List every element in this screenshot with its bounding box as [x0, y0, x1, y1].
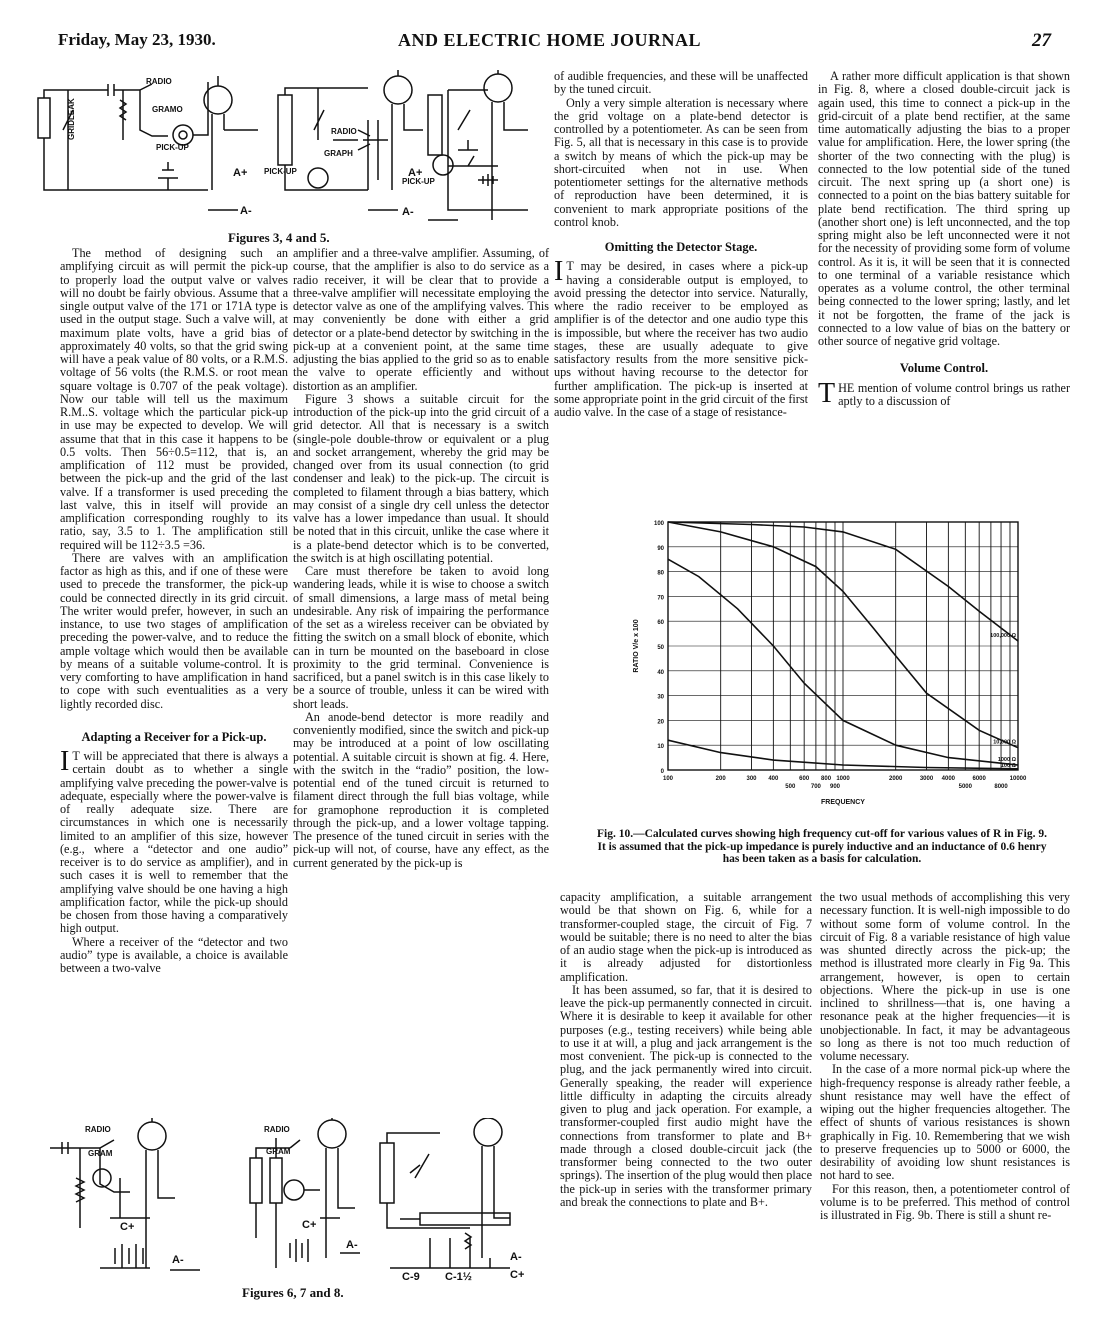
col1-paragraph-1: The method of designing such an amplifying circuit as will permit the pick-up to properly load the output valve or valves will no doubt be fairly obvious. Assume that a single output valve of the 171 or 171A type is used in the output stage. Such a valve will, at maximum plate volts, have a grid bias of approximately 40 volts, so that the grid swing will have a peak value of 80 volts, or a R.M.S. voltage of 56 volts (the R.M.S. or root mean square voltage is 0.707 of the peak voltage). Now our table will tell us the maximum R.M..S. voltage which the particular pick-up in use may be expected to develop. We will assume that that in this case it happens to be 0.5 volts. Then 56÷0.5=112, that is, an amplification of 112 must be provided, between the pick-up and the grid of the last valve. If a transformer is used preceding the last valve, this in itself will provide an amplification corresponding roughly to its ratio, say, 3.5 to 1. The amplification still required will be 112÷3.5 =36.	[60, 246, 288, 552]
fig5-label-pickup: PICK-UP	[402, 177, 435, 186]
dropcap-i: I	[60, 746, 70, 777]
fig4-label-a-plus: A+	[408, 167, 423, 179]
chart-series-label: 100,000 Ω	[990, 633, 1016, 640]
chart-x-tick-label: 2000	[889, 776, 903, 782]
figures-3-4-5-diagram	[28, 70, 553, 232]
chart-x-tick-label: 800	[821, 776, 832, 782]
col1-paragraph-3: T will be appreciated that there is always a certain doubt as to whether a single amplifying valve preceding the power-valve is adequate, especially where the power-valve is of really adequate size. There are circumstances in which one is necessarily limited to an amplifier of this size, however (e.g., where a “detector and one audio” receiver is to do service as amplifier), and in such cases it is well to remember that the amplifying valve should be one having a high amplification factor, while the pick-up should be chosen from those having a comparatively high output.	[60, 749, 288, 936]
fig7-label-c-plus: C+	[302, 1219, 317, 1231]
col6-paragraph-3: For this reason, then, a potentiometer control of volume is to be preferred. This method of control is illustrated in Fig. 9b. There is still a shunt re-	[820, 1181, 1070, 1222]
article-column-1	[60, 247, 288, 975]
article-column-5	[560, 891, 812, 1209]
fig3-label-pickup: PICK-UP	[156, 143, 189, 152]
col6-paragraph-1: the two usual methods of accomplishing this very necessary function. It is well-nigh impossible to do without some form of volume control. In the circuit of Fig. 8 a variable resistance of high value was shunted directly across the pick-up; the method is illustrated more clearly in Fig 9a. This arrangement, however, is open to certain objections. Where the pick-up in use is one inclined to shrillness—that is, one having a resonance peak at the higher frequencies—it is unobjectionable. In fact, it may be advantageous so long as there is not too much reduction of volume necessary.	[820, 890, 1070, 1063]
fig8-label-c-plus: C+	[510, 1269, 525, 1281]
figures-6-7-8-diagram	[40, 1118, 550, 1283]
header-date: Friday, May 23, 1930.	[58, 30, 216, 49]
fig3-label-gridleak: GRIDLEAK	[67, 98, 76, 140]
fig6-label-radio: RADIO	[85, 1125, 111, 1134]
fig8-label-c-minus-1-5: C-1½	[445, 1271, 472, 1283]
chart-y-tick-label: 10	[657, 744, 664, 751]
fig3-label-radio: RADIO	[146, 77, 172, 86]
figures-3-4-5-caption: Figures 3, 4 and 5.	[228, 230, 330, 245]
col3-paragraph-2: Only a very simple alteration is necessary where the grid voltage on a plate-bend detector is controlled by a potentiometer. As can be seen from Fig. 5, all that is necessary in this case is to provide a switch by means of which the pick-up may be short-circuited when not in use. When potentiometer settings for the alternative methods of reproduction have been determined, it is convenient to mark appropriate positions of the control knob.	[554, 95, 808, 229]
chart-series-label: 1000 Ω	[997, 757, 1016, 764]
chart-x-tick-label-lower: 5000	[958, 784, 972, 790]
chart-x-tick-label: 10000	[1009, 776, 1027, 782]
chart-y-tick-label: 80	[657, 570, 664, 577]
heading-adapting-receiver: Adapting a Receiver for a Pick-up.	[81, 729, 267, 744]
article-column-2	[293, 247, 549, 870]
chart-y-tick-label: 20	[657, 719, 664, 726]
chart-x-tick-label: 6000	[972, 776, 986, 782]
fig8-label-a-minus: A-	[510, 1251, 522, 1263]
chart-x-axis-label: FREQUENCY	[821, 799, 865, 806]
col2-paragraph-4: An anode-bend detector is more readily and conveniently modified, since the switch and pick-up may be introduced at a point of low oscillating potential. A suitable circuit is shown at fig. 4. Here, with the switch in the “radio” position, the low-potential end of the tuned circuit is returned to filament direct through the full bias voltage, while for gramophone reproduction it is completed through the pick-up, and a lower voltage tapping. The presence of the tuned circuit in series with the pick-up will not, of course, have any effect, as the current generated by the pick-up is	[293, 709, 549, 870]
col1-paragraph-2: There are valves with an amplification factor as high as this, and if one of these were used to precede the transformer, the pick-up could be connected directly in its grid circuit. The writer would prefer, however, in such an instance, to use two stages of amplification preceding the power-valve, and to reduce the ample voltage which would then be available by means of a suitable volume-control. It is very comforting to have amplification in hand to cope with such eventualities as a very lightly recorded disc.	[60, 550, 288, 711]
fig6-label-c-plus: C+	[120, 1221, 135, 1233]
fig4-label-radio: RADIO	[331, 127, 357, 136]
col3-paragraph-1: of audible frequencies, and these will be unaffected by the tuned circuit.	[554, 69, 808, 97]
chart-series-label: 10,000 Ω	[993, 739, 1016, 746]
fig8-label-c-minus-9: C-9	[402, 1271, 420, 1283]
chart-y-tick-label: 60	[657, 620, 664, 627]
chart-x-tick-label-lower: 700	[810, 784, 821, 790]
chart-y-tick-label: 30	[657, 694, 664, 701]
chart-y-axis-label: RATIO V/e x 100	[633, 619, 640, 673]
chart-x-tick-label: 3000	[919, 776, 934, 782]
chart-x-tick-label: 400	[768, 776, 779, 782]
chart-x-tick-label: 100	[662, 776, 674, 782]
col3-paragraph-3: T may be desired, in cases where a pick-up having a considerable output is employed, to avoid pressing the detector into service. Naturally, where the radio receiver to be employed as amplifier is of the detector and one audio type this is impossible, but where the receiver has two audio stages, these are usually adequate to give satisfactory results from the more sensitive pick-ups without having recourse to the detector for further amplification. The pick-up is inserted at some appropriate point in the grid circuit of the first audio valve. In the case of a stage of resistance-	[554, 259, 808, 419]
chart-y-tick-label: 50	[657, 645, 664, 651]
fig6-label-gram: GRAM	[88, 1149, 113, 1158]
chart-x-tick-label: 4000	[941, 776, 956, 782]
fig7-label-radio: RADIO	[264, 1125, 290, 1134]
fig6-label-a-minus: A-	[172, 1254, 184, 1266]
col1-paragraph-4: Where a receiver of the “detector and two audio” type is available, a choice is available between a two-valve	[60, 934, 288, 975]
dropcap-t: T	[818, 377, 836, 409]
chart-y-tick-label: 40	[657, 669, 664, 676]
col6-paragraph-2: In the case of a more normal pick-up where the high-frequency response is already rather feeble, a shunt resistance may well have the effect of wiping out the higher frequencies altogether. The effect of shunts of various resistances is shown graphically in Fig. 10. Remembering that we wish to preserve frequencies up to 5000 or 6000, the desirability of avoiding low shunt resistances is not hard to see.	[820, 1062, 1070, 1183]
col4-paragraph-1: A rather more difficult application is that shown in Fig. 8, where a closed double-circuit jack is again used, this time to connect a pick-up in the grid-circuit of a plate bend rectifier, at the same time automatically adjusting the bias to a proper value for amplification. Here, the lower spring (the shorter of the two connecting with the plug) is connected to the low potential side of the tuned circuit. The next spring up (a short one) is connected to a point on the bias battery suitable for plate bend rectification. The third spring up (another short one) is left unconnected, and the top spring might also be left unconnected were it not for the necessity of providing some form of volume control. As it is, it will be seen that it is connected to one terminal of a variable resistance which operates as a volume control, the other terminal being connected to the lower spring; lastly, and let it not be forgotten, the frame of the jack is connected to a low value of bias on the battery or other source of negative grid voltage.	[818, 69, 1070, 348]
chart-x-tick-label: 1000	[836, 776, 850, 782]
chart-x-tick-label-lower: 900	[829, 784, 841, 790]
dropcap-i-2: I	[554, 256, 564, 288]
fig10-caption: Fig. 10.—Calculated curves showing high frequency cut-off for various values of R in Fig. 9. It is assumed that the pick-up impedance is purely inductive and an inductance of 0.6 henry has been taken as a basis for calculation.	[597, 828, 1047, 865]
fig7-label-a-minus: A-	[346, 1239, 358, 1251]
fig3-label-a-plus: A+	[233, 167, 248, 179]
page-number: 27	[1032, 30, 1051, 51]
col5-paragraph-2: It has been assumed, so far, that it is desired to leave the pick-up permanently connected in circuit. Where it is desirable to keep it available for other purposes (e.g., testing receivers) while being able to use it at will, a plug and jack arrangement is the most convenient. The pick-up is connected to the plug, and the jack permanently wired into circuit. Generally speaking, the reader will experience little difficulty in adapting the circuits already given to plug and jack operation. For example, a transformer-coupled first audio might have the connections from transformer to plate and B+ made through a closed double-circuit jack (the transformer being connected to the two outer springs). The insertion of the plug would then place the pick-up in series with the transformer primary and break the connections to plate and B+.	[560, 982, 812, 1209]
chart-x-tick-label: 300	[746, 776, 757, 782]
fig10-chart	[620, 512, 1045, 824]
col2-paragraph-3: Care must therefore be taken to avoid long wandering leads, while it is wise to choose a switch of small dimensions, a large mass of metal being undesirable. Any risk of impairing the performance of the set as a wireless receiver can be obviated by fitting the switch on a small block of ebonite, which can in turn be mounted on the baseboard in close proximity to the grid terminal. Convenience is sacrificed, but a panel switch is in this case likely to be a source of trouble, unless it can be wired with short leads.	[293, 564, 549, 711]
chart-x-tick-label: 600	[799, 776, 810, 782]
col5-paragraph-1: capacity amplification, a suitable arrangement would be that shown on Fig. 6, while for a transformer-coupled stage, the circuit of Fig. 7 would be suitable; there is no need to alter the bias of an audio stage when the pick-up is introduced as it is already adjusted for distortionless amplification.	[560, 890, 812, 984]
fig3-label-gramo: GRAMO	[152, 105, 183, 114]
header-journal-title: AND ELECTRIC HOME JOURNAL	[398, 30, 702, 50]
article-column-6	[820, 891, 1070, 1222]
chart-x-tick-label-lower: 500	[785, 784, 796, 790]
article-column-4	[818, 70, 1070, 408]
chart-x-tick-label-lower: 8000	[994, 784, 1008, 790]
chart-y-tick-label: 70	[657, 595, 664, 602]
col4-paragraph-2: HE mention of volume control brings us rather aptly to a discussion of	[838, 380, 1070, 408]
fig4-label-pickup: PICK-UP	[264, 167, 297, 176]
col2-paragraph-2: Figure 3 shows a suitable circuit for the introduction of the pick-up into the grid circuit of a grid detector. All that is necessary is a switch (single-pole double-throw or equivalent or a plug and socket arrangement, whereby the grid may be changed over from its usual connection (to grid condenser and leak) to the pick-up. The circuit is completed to filament through a bias battery, which may consist of a single dry cell unless the detector valve has a lower impedance than usual. It should be noted that in this circuit, unlike the case where it is a plate-bend detector which is to be converted, the switch is at high oscillating potential.	[293, 391, 549, 565]
chart-y-tick-label: 90	[657, 545, 664, 552]
chart-y-tick-label: 0	[660, 769, 664, 775]
chart-series-label: 100 Ω	[1000, 762, 1016, 769]
article-column-3	[554, 70, 808, 419]
col2-paragraph-1: amplifier and a three-valve amplifier. Assuming, of course, that the amplifier is also to do service as a radio receiver, it will be clear that to provide a three-valve amplifier will necessitate employing the detector valve as one of the amplifying valves. This may conveniently be done with either a grid detector or a plate-bend detector by switching in the pick-up at a convenient point, at the same time adjusting the bias applied to the grid so as to enable the valve to operate efficiently and without distortion as an amplifier.	[293, 246, 549, 393]
chart-x-tick-label: 200	[715, 776, 726, 782]
figures-6-7-8-caption: Figures 6, 7 and 8.	[242, 1285, 344, 1300]
heading-volume-control: Volume Control.	[899, 361, 989, 376]
fig4-label-graph: GRAPH	[324, 149, 353, 158]
heading-omitting-detector: Omitting the Detector Stage.	[604, 240, 758, 254]
fig3-label-a-minus: A-	[240, 205, 252, 217]
fig4-label-a-minus: A-	[402, 206, 414, 218]
chart-y-tick-label: 100	[653, 521, 664, 527]
fig7-label-gram: GRAM	[266, 1147, 291, 1156]
